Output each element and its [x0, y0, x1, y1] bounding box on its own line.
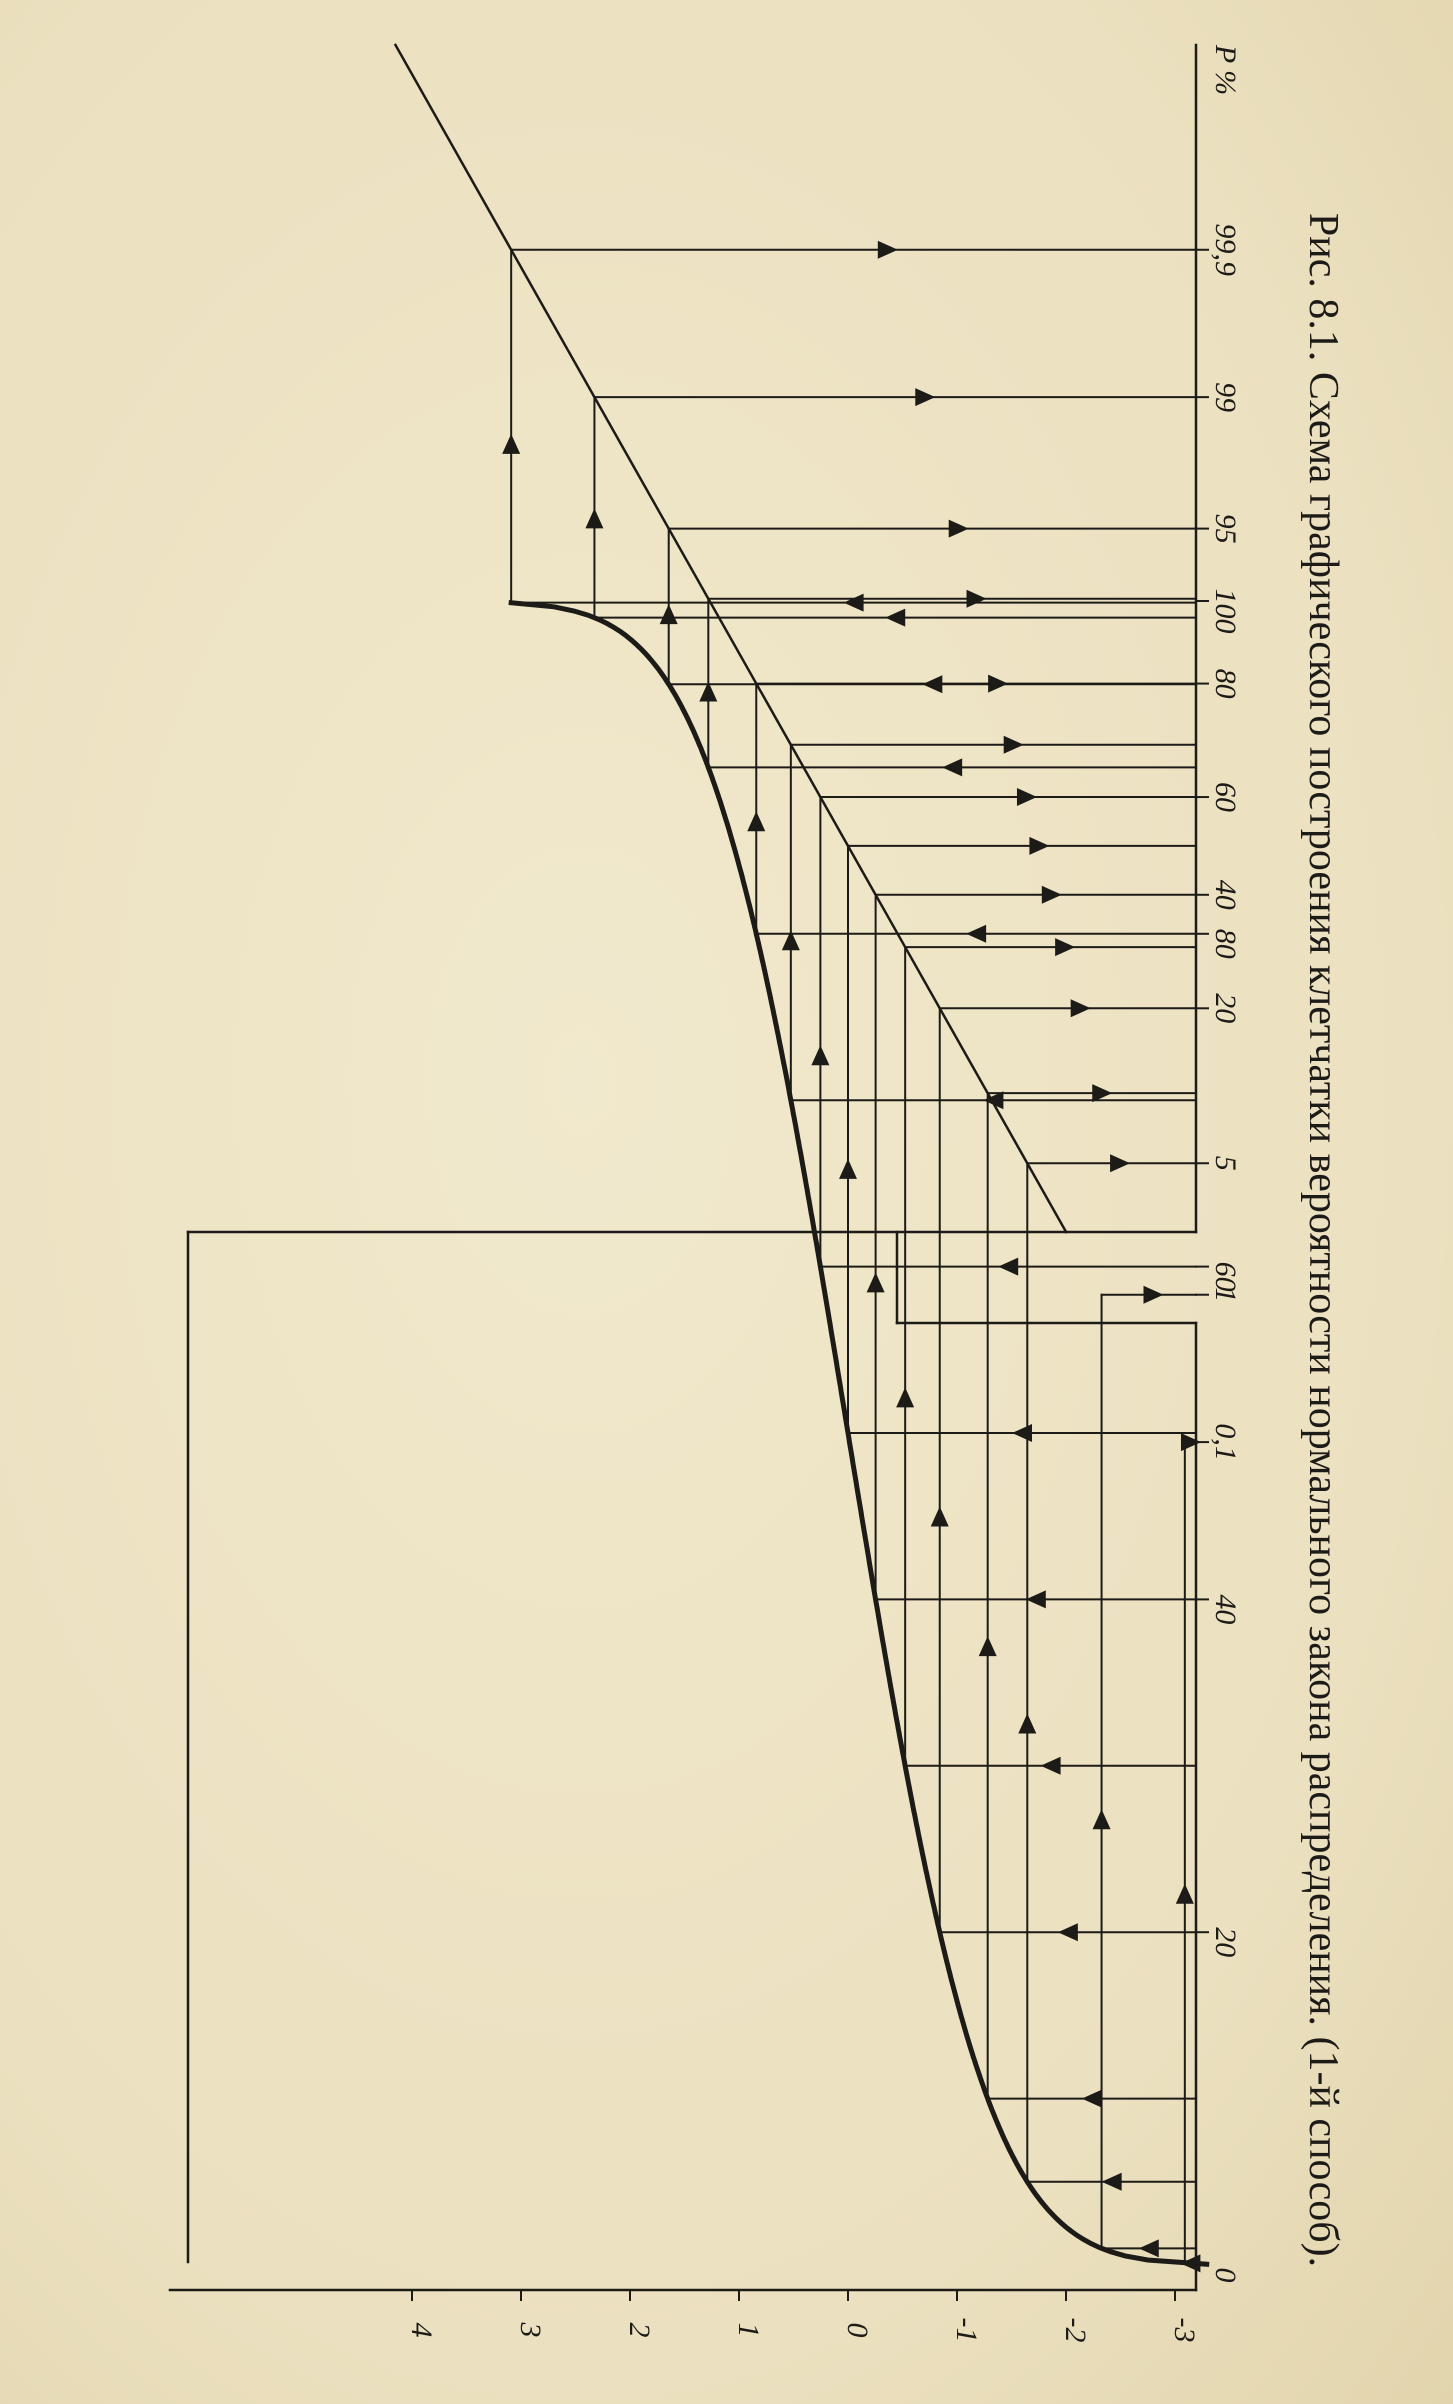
percent-tick-label: 80	[1209, 928, 1242, 959]
construction-arrow-left-7	[1012, 1424, 1032, 1442]
probability-tick-label: 99,9	[1209, 223, 1242, 277]
caption-group	[1300, 213, 1346, 2267]
probability-tick-label: 20	[1209, 993, 1242, 1024]
construction-arrow-up-3	[979, 1636, 997, 1656]
construction-arrow-up-2	[1018, 1713, 1036, 1733]
construction-arrow-up-8	[811, 1045, 829, 1065]
probability-tick-label: 40	[1209, 879, 1242, 910]
t-tick-label: -1	[950, 2317, 983, 2343]
construction-arrow-left-8	[998, 1258, 1018, 1276]
axes-group	[170, 45, 1196, 2290]
construction-arrow-up-6	[867, 1272, 885, 1292]
percent-tick-label: 20	[1209, 1927, 1242, 1958]
construction-arrow-left-12	[922, 675, 942, 693]
probability-tick-label: 0,1	[1209, 1423, 1242, 1461]
construction-arrow-left-3	[1082, 2090, 1102, 2108]
t-tick-label: -3	[1168, 2317, 1201, 2343]
percent-tick-label: 0	[1209, 2267, 1242, 2283]
construction-lines-group	[502, 241, 1201, 2273]
t-tick-label: 0	[841, 2322, 874, 2338]
construction-arrow-left-14	[844, 594, 864, 612]
figure-caption: Рис. 8.1. Схема графического построения клетчатки вероятности нормального закона распределения. (1-й способ).	[1300, 212, 1346, 2268]
construction-arrow-left-5	[1041, 1757, 1061, 1775]
t-tick-label: 1	[732, 2322, 765, 2338]
construction-arrow-right-1	[1144, 1286, 1164, 1304]
probability-tick-label: 60	[1209, 782, 1242, 813]
construction-arrow-right-6	[1042, 886, 1062, 904]
construction-arrow-up-12	[660, 604, 678, 624]
construction-arrow-left-0	[1180, 2254, 1200, 2272]
t-tick-label: 4	[405, 2322, 438, 2338]
construction-arrow-up-7	[839, 1159, 857, 1179]
t-tick-label: 3	[514, 2322, 547, 2338]
probability-tick-label: 99	[1209, 382, 1242, 413]
construction-arrow-up-14	[502, 434, 520, 454]
construction-arrow-right-5	[1055, 938, 1075, 956]
construction-arrow-left-1	[1139, 2239, 1159, 2257]
probability-tick-label: 5	[1209, 1155, 1242, 1171]
construction-arrow-right-9	[1004, 736, 1024, 754]
construction-arrow-left-13	[885, 609, 905, 627]
probability-tick-label: 1	[1209, 1287, 1242, 1303]
construction-arrow-up-13	[585, 508, 603, 528]
construction-arrow-right-2	[1110, 1154, 1130, 1172]
construction-arrow-left-6	[1026, 1590, 1046, 1608]
construction-arrow-up-0	[1176, 1884, 1194, 1904]
percent-tick-label: 60	[1209, 1261, 1242, 1292]
tick-labels-group	[405, 44, 1242, 2343]
construction-arrow-left-10	[966, 925, 986, 943]
construction-arrow-up-1	[1093, 1809, 1111, 1829]
construction-arrow-right-7	[1029, 837, 1049, 855]
t-tick-label: 2	[623, 2322, 656, 2338]
construction-arrow-up-5	[896, 1387, 914, 1407]
probability-tick-label: 80	[1209, 668, 1242, 699]
construction-arrow-left-11	[942, 758, 962, 776]
construction-arrow-right-4	[1071, 999, 1091, 1017]
construction-arrow-up-10	[747, 811, 765, 831]
probability-tick-label: 95	[1209, 513, 1242, 544]
construction-arrow-left-2	[1102, 2173, 1122, 2191]
construction-arrow-right-8	[1017, 788, 1037, 806]
construction-arrow-right-13	[915, 388, 935, 406]
percent-tick-label: 100	[1209, 588, 1242, 634]
construction-arrow-right-12	[949, 520, 969, 538]
construction-arrow-left-4	[1058, 1923, 1078, 1941]
construction-arrow-up-4	[931, 1506, 949, 1526]
percent-tick-label: 40	[1209, 1594, 1242, 1625]
t-tick-label: -2	[1059, 2317, 1092, 2343]
construction-arrow-right-14	[878, 241, 898, 259]
probability-axis-label: P %	[1209, 44, 1242, 96]
diagonal-helper-line	[395, 45, 1066, 1232]
construction-arrow-right-11	[967, 590, 987, 608]
